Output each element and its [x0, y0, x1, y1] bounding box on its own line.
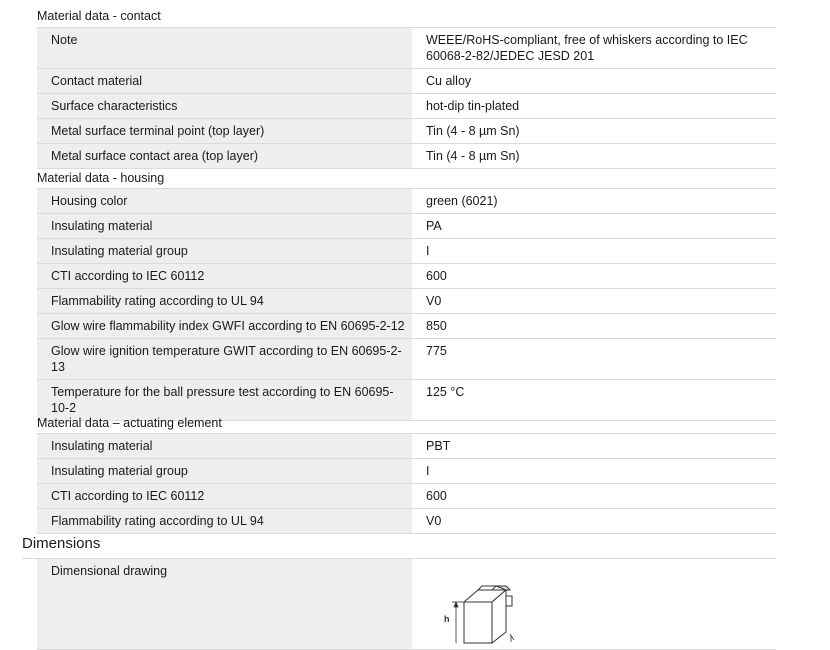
dimensional-drawing-image	[434, 582, 534, 644]
row-label: Housing color	[37, 189, 412, 213]
row-value: V0	[412, 289, 776, 313]
section-title-housing: Material data - housing	[37, 171, 165, 185]
row-label: Flammability rating according to UL 94	[37, 289, 412, 313]
table-row	[37, 509, 776, 534]
contact-table	[37, 27, 776, 169]
row-label: Flammability rating according to UL 94	[37, 509, 412, 533]
row-label: Metal surface terminal point (top layer)	[37, 119, 412, 143]
dimension-h-label: h	[444, 614, 450, 624]
table-row	[37, 214, 776, 239]
table-row	[37, 189, 776, 214]
table-row	[37, 264, 776, 289]
table-row	[37, 144, 776, 169]
row-value: V0	[412, 509, 776, 533]
row-value: I	[412, 459, 776, 483]
table-row	[37, 94, 776, 119]
table-row	[37, 559, 776, 650]
row-label: Insulating material	[37, 434, 412, 458]
row-label: CTI according to IEC 60112	[37, 484, 412, 508]
dimensions-table	[37, 559, 776, 650]
table-row	[37, 314, 776, 339]
row-value: PA	[412, 214, 776, 238]
actuating-table	[37, 433, 776, 534]
row-label: Metal surface contact area (top layer)	[37, 144, 412, 168]
table-row	[37, 339, 776, 380]
row-value: green (6021)	[412, 189, 776, 213]
row-value: 125 °C	[412, 380, 776, 420]
row-value: 600	[412, 264, 776, 288]
row-label: Insulating material	[37, 214, 412, 238]
row-label: Insulating material group	[37, 459, 412, 483]
table-row	[37, 434, 776, 459]
table-row	[37, 119, 776, 144]
row-value: I	[412, 239, 776, 263]
housing-table	[37, 188, 776, 421]
row-label: Insulating material group	[37, 239, 412, 263]
table-row	[37, 459, 776, 484]
section-title-contact: Material data - contact	[37, 9, 161, 23]
row-label: CTI according to IEC 60112	[37, 264, 412, 288]
row-label: Surface characteristics	[37, 94, 412, 118]
row-value: hot-dip tin-plated	[412, 94, 776, 118]
row-value: 600	[412, 484, 776, 508]
row-label: Temperature for the ball pressure test according to EN 60695-10-2	[37, 380, 412, 420]
section-title-actuating: Material data – actuating element	[37, 416, 222, 430]
row-value: Tin (4 - 8 µm Sn)	[412, 119, 776, 143]
table-row	[37, 484, 776, 509]
row-value: PBT	[412, 434, 776, 458]
table-row	[37, 28, 776, 69]
row-value: 850	[412, 314, 776, 338]
table-row	[37, 239, 776, 264]
table-row	[37, 69, 776, 94]
row-value: WEEE/RoHS-compliant, free of whiskers according to IEC 60068-2-82/JEDEC JESD 201	[412, 28, 776, 68]
row-value: Cu alloy	[412, 69, 776, 93]
row-value: Tin (4 - 8 µm Sn)	[412, 144, 776, 168]
table-row	[37, 289, 776, 314]
row-label: Note	[37, 28, 412, 68]
row-label: Contact material	[37, 69, 412, 93]
row-value: 775	[412, 339, 776, 379]
dimension-l-label: l	[510, 634, 512, 644]
row-label: Glow wire ignition temperature GWIT according to EN 60695-2-13	[37, 339, 412, 379]
section-title-dimensions: Dimensions	[22, 535, 101, 552]
row-label: Glow wire flammability index GWFI according to EN 60695-2-12	[37, 314, 412, 338]
row-label: Dimensional drawing	[37, 559, 412, 649]
